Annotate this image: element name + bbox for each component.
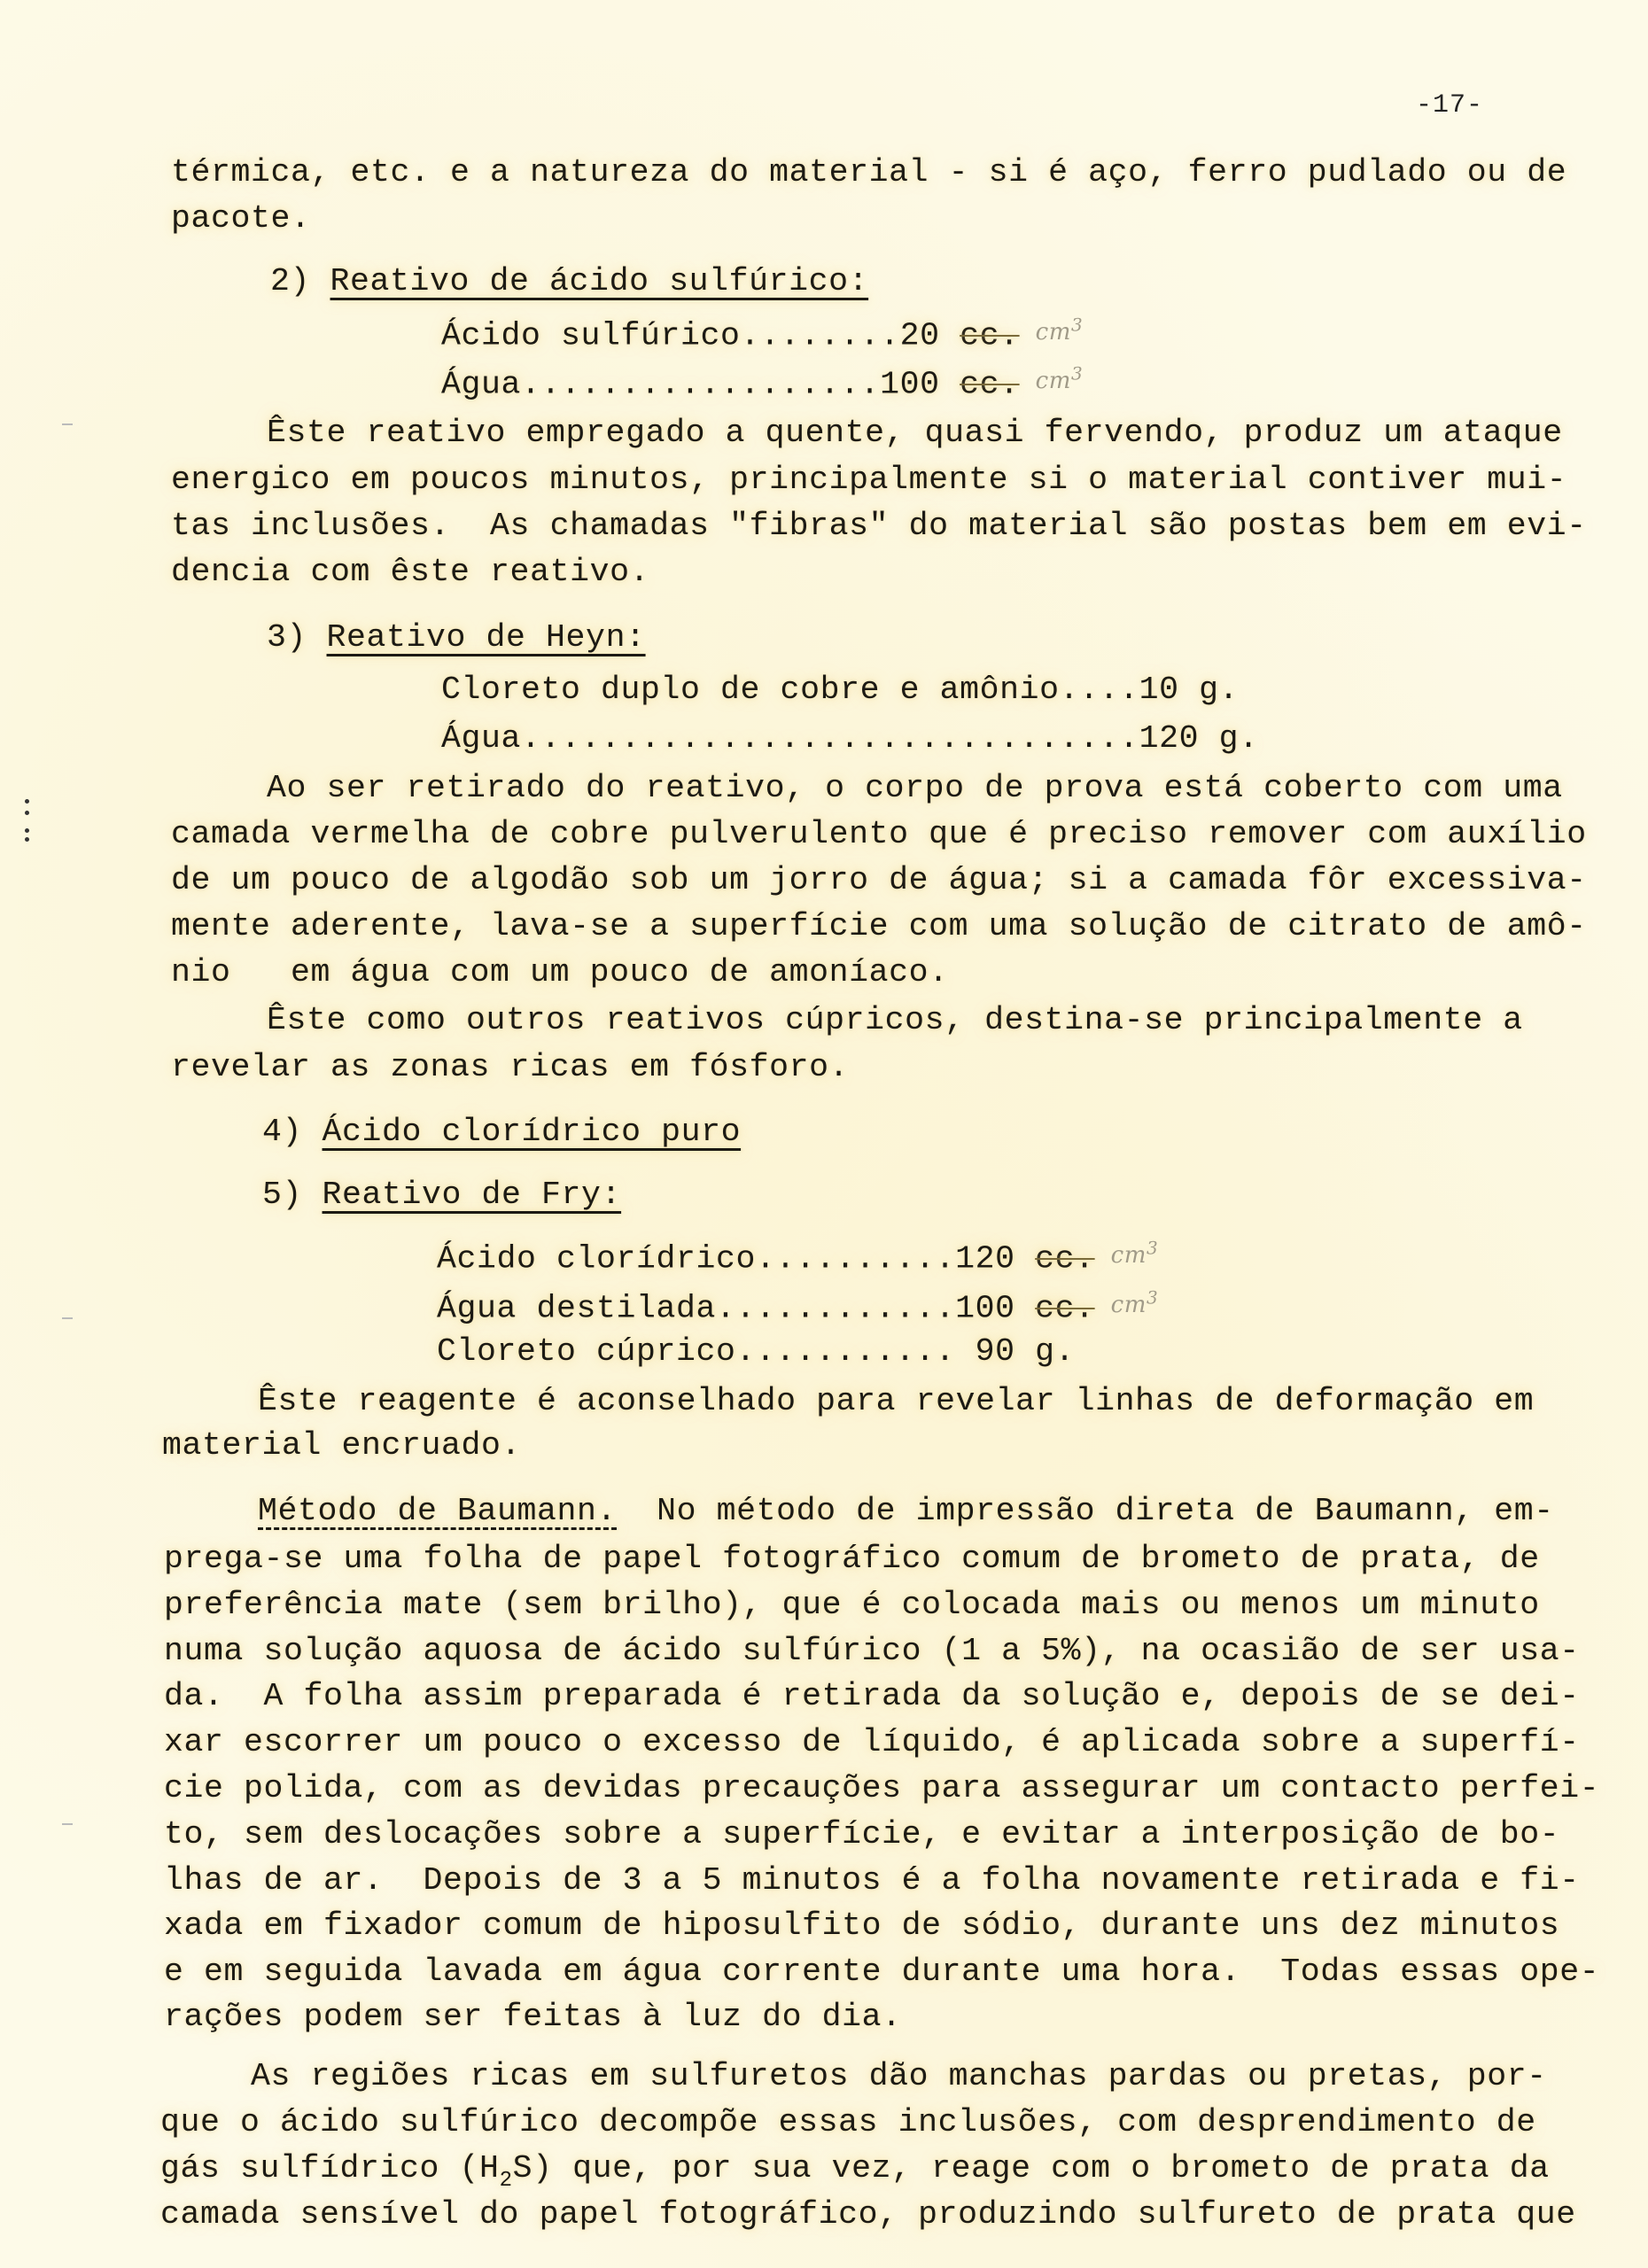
text-line: material encruado.: [162, 1427, 522, 1464]
text-line: [160, 2149, 1550, 2192]
section-title: Ácido clorídrico puro: [322, 1114, 742, 1150]
handwritten-unit: $cm^3$: [1035, 314, 1084, 346]
text-line: Ao ser retirado do reativo, o corpo de prova está coberto com uma: [267, 770, 1563, 806]
struck-unit: cc.: [960, 366, 1020, 403]
struck-unit: cc.: [1035, 1240, 1095, 1278]
handwritten-unit: $cm^3$: [1035, 362, 1084, 394]
margin-mark: [25, 811, 29, 815]
page-number: -17-: [1416, 90, 1484, 120]
text-line: térmica, etc. e a natureza do material - si é aço, ferro pudlado ou de: [171, 154, 1567, 190]
paragraph-baumann-first-line: [258, 1492, 1554, 1531]
text-line: mente aderente, lava-se a superfície com uma solução de citrato de amô-: [171, 908, 1587, 944]
text-line: numa solução aquosa de ácido sulfúrico (1 a 5%), na ocasião de ser usa-: [164, 1633, 1580, 1669]
text-line: tas inclusões. As chamadas "fibras" do material são postas bem em evi-: [171, 508, 1587, 544]
text-line: e em seguida lavada em água corrente durante uma hora. Todas essas ope-: [164, 1953, 1600, 1990]
margin-dash: [62, 423, 73, 425]
section-number: 5): [262, 1177, 323, 1213]
margin-dash: [62, 1317, 73, 1319]
text-line: cie polida, com as devidas precauções para assegurar um contacto perfei-: [164, 1770, 1600, 1806]
subscript: 2: [499, 2169, 513, 2193]
recipe-line: Cloreto duplo de cobre e amônio....10 g.: [441, 672, 1240, 708]
handwritten-unit: $cm^3$: [1110, 1286, 1159, 1318]
section-number: 3): [267, 619, 327, 656]
text-line: prega-se uma folha de papel fotográfico comum de brometo de prata, de: [164, 1541, 1540, 1577]
recipe-line: [441, 310, 1083, 357]
text-segment: gás sulfídrico (H: [160, 2150, 500, 2186]
handwritten-unit: $cm^3$: [1110, 1237, 1159, 1269]
text-line: Êste como outros reativos cúpricos, destina-se principalmente a: [267, 1002, 1523, 1038]
recipe-line: Cloreto cúprico........... 90 g.: [437, 1333, 1076, 1370]
text-line: preferência mate (sem brilho), que é colocada mais ou menos um minuto: [164, 1587, 1540, 1623]
section-number: 4): [262, 1114, 323, 1150]
section-heading-2: [270, 262, 868, 301]
recipe-ingredient: Ácido clorídrico..........120: [437, 1240, 1036, 1278]
recipe-ingredient: Ácido sulfúrico........20: [441, 317, 960, 354]
method-title: Método de Baumann.: [258, 1493, 618, 1529]
recipe-line: [441, 359, 1083, 406]
section-title: Reativo de ácido sulfúrico:: [330, 263, 869, 299]
section-title: Reativo de Heyn:: [326, 619, 646, 656]
text-line: pacote.: [171, 200, 311, 237]
recipe-line: [437, 1283, 1158, 1330]
recipe-line: [437, 1233, 1158, 1280]
section-number: 2): [270, 263, 330, 299]
text-line: que o ácido sulfúrico decompõe essas inclusões, com desprendimento de: [160, 2104, 1536, 2140]
text-line: energico em poucos minutos, principalmente si o material contiver mui-: [171, 462, 1567, 498]
text-line: to, sem deslocações sobre a superfície, e evitar a interposição de bo-: [164, 1816, 1560, 1852]
margin-dash: [62, 1823, 73, 1825]
section-title: Reativo de Fry:: [322, 1177, 622, 1213]
text-line: Êste reativo empregado a quente, quasi fervendo, produz um ataque: [267, 415, 1563, 451]
text-line: xar escorrer um pouco o excesso de líquido, é aplicada sobre a superfí-: [164, 1724, 1580, 1760]
recipe-ingredient: Água..................100: [441, 366, 960, 403]
text-line: As regiões ricas em sulfuretos dão manchas pardas ou pretas, por-: [251, 2058, 1547, 2094]
text-segment: No método de impressão direta de Baumann, em-: [617, 1493, 1554, 1529]
text-line: dencia com êste reativo.: [171, 554, 650, 590]
struck-unit: cc.: [960, 317, 1020, 354]
recipe-ingredient: Água destilada............100: [437, 1290, 1036, 1327]
section-heading-5: [262, 1176, 621, 1215]
text-line: revelar as zonas ricas em fósforo.: [171, 1049, 850, 1085]
margin-mark: [25, 837, 29, 842]
text-line: Êste reagente é aconselhado para revelar linhas de deformação em: [258, 1383, 1535, 1419]
text-line: nio em água com um pouco de amoníaco.: [171, 954, 949, 990]
text-line: da. A folha assim preparada é retirada da solução e, depois de se dei-: [164, 1678, 1580, 1714]
text-line: camada sensível do papel fotográfico, produzindo sulfureto de prata que: [160, 2196, 1576, 2233]
text-line: lhas de ar. Depois de 3 a 5 minutos é a folha novamente retirada e fi-: [164, 1862, 1580, 1899]
text-line: rações podem ser feitas à luz do dia.: [164, 1999, 902, 2035]
text-segment: S) que, por sua vez, reage com o brometo de prata da: [512, 2150, 1550, 2186]
section-heading-4: [262, 1113, 741, 1152]
recipe-line: Água...............................120 g.: [441, 720, 1259, 757]
section-heading-3: [267, 618, 646, 657]
text-line: camada vermelha de cobre pulverulento que é preciso remover com auxílio: [171, 816, 1587, 852]
text-line: de um pouco de algodão sob um jorro de água; si a camada fôr excessiva-: [171, 862, 1587, 898]
struck-unit: cc.: [1035, 1290, 1095, 1327]
margin-mark: [25, 799, 29, 804]
margin-mark: [25, 828, 29, 833]
text-line: xada em fixador comum de hiposulfito de sódio, durante uns dez minutos: [164, 1907, 1560, 1944]
